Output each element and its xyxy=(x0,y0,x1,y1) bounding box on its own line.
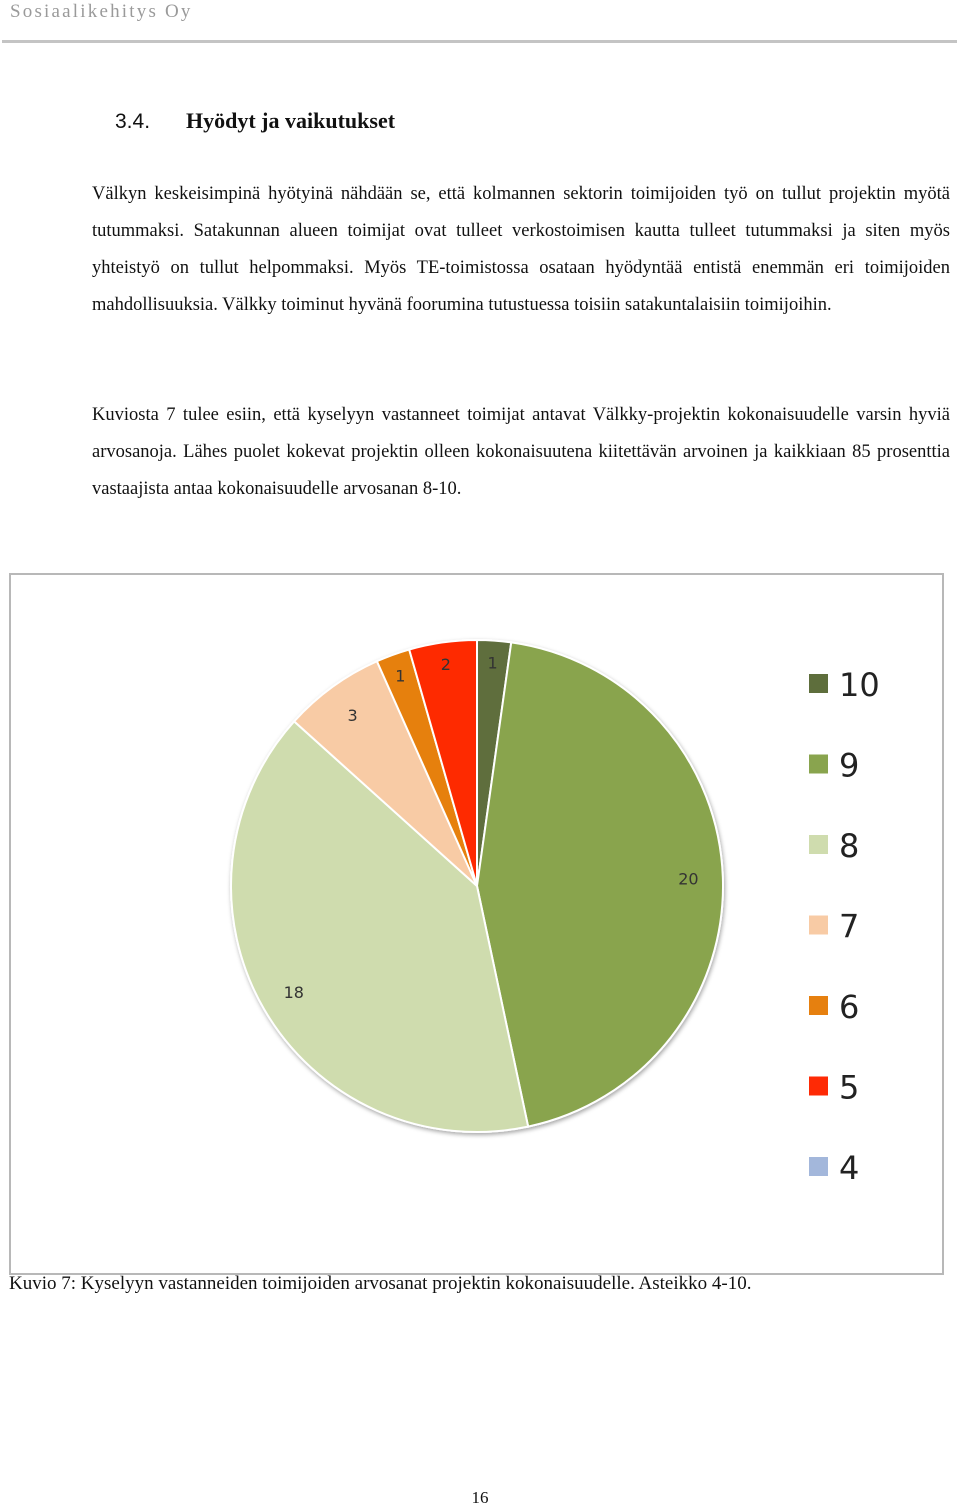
section-number: 3.4. xyxy=(115,110,151,133)
pie-slices xyxy=(231,640,723,1132)
legend-label-6: 6 xyxy=(839,988,860,1026)
legend-label-8: 8 xyxy=(839,827,860,865)
pie-chart xyxy=(11,575,942,1273)
legend-label-7: 7 xyxy=(839,907,860,946)
figure-caption: Kuvio 7: Kyselyyn vastanneiden toimijoiden arvosanat projektin kokonaisuudelle. Asteikko 4-10. xyxy=(9,1273,752,1294)
legend-label-4: 4 xyxy=(839,1149,860,1187)
pie-data-label-9: 20 xyxy=(678,869,699,889)
legend-label-10: 10 xyxy=(839,666,880,704)
pie-data-label-10: 1 xyxy=(487,653,498,673)
legend-swatch-4 xyxy=(809,1157,828,1176)
legend-swatch-7 xyxy=(809,916,828,935)
legend-label-9: 9 xyxy=(839,746,860,785)
paragraph-benefits: Välkyn keskeisimpinä hyötyinä nähdään se, että kolmannen sektorin toimijoiden työ on tullut projektin myötä tutummaksi. Satakunnan alueen toimijat ovat tulleet verkostoimisen kautta tulleet tutummaksi ja siten myös yhteistyö on tullut helpommaksi. Myös TE-toimistossa osataan hyödyntää entistä enemmän eri toimijoiden mahdollisuuksia. Välkky toiminut hyvänä foorumina tutustuessa toisiin satakuntalaisiin toimijoihin. xyxy=(92,184,950,315)
header-rule xyxy=(2,40,957,43)
pie-chart-frame xyxy=(9,573,944,1275)
running-header: Sosiaalikehitys Oy xyxy=(10,1,193,22)
page-number: 16 xyxy=(471,1488,489,1507)
legend-label-5: 5 xyxy=(839,1068,860,1107)
legend-swatch-9 xyxy=(809,755,828,774)
legend-swatch-8 xyxy=(809,835,828,854)
paragraph-ratings: Kuviosta 7 tulee esiin, että kyselyyn vastanneet toimijat antavat Välkky-projektin kokonaisuudelle varsin hyviä arvosanoja. Lähes puolet kokevat projektin olleen kokonaisuutena kiitettävän arvoinen ja kaikkiaan 85 prosenttia vastaajista antaa kokonaisuudelle arvosanan 8-10. xyxy=(92,405,950,499)
pie-data-label-7: 3 xyxy=(347,705,358,725)
section-heading xyxy=(115,108,395,134)
pie-legend xyxy=(809,666,880,1187)
legend-swatch-5 xyxy=(809,1077,828,1096)
pie-data-label-6: 1 xyxy=(395,666,406,686)
legend-swatch-10 xyxy=(809,674,828,693)
pie-data-label-5: 2 xyxy=(440,655,451,675)
pie-data-label-8: 18 xyxy=(283,982,304,1002)
legend-swatch-6 xyxy=(809,996,828,1015)
section-title: Hyödyt ja vaikutukset xyxy=(186,108,396,133)
